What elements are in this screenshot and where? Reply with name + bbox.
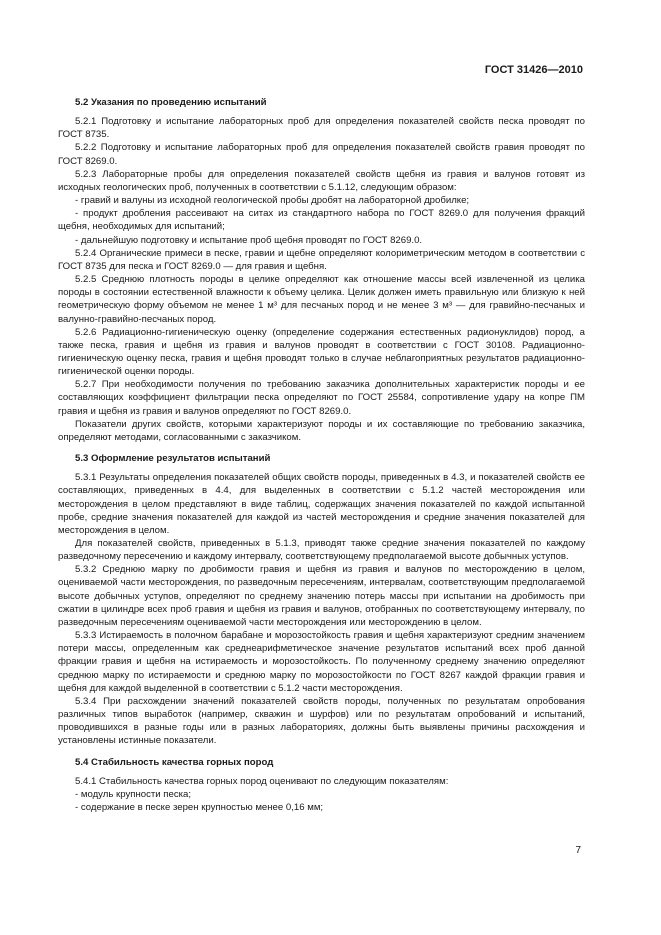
paragraph-5-2-1: 5.2.1 Подготовку и испытание лабораторных проб для определения показателей свойств песка проводят по ГОСТ 8735.: [58, 116, 585, 141]
list-item: - дальнейшую подготовку и испытание проб щебня проводят по ГОСТ 8269.0.: [75, 234, 423, 246]
list-item: - гравий и валуны из исходной геологической пробы дробят на лабораторной дробилке;: [75, 195, 470, 207]
paragraph-5-2-4: 5.2.4 Органические примеси в песке, гравии и щебне определяют колориметрическим методом в соответствии с ГОСТ 8735 для песка и ГОСТ 8269.0 — для гравия и щебня.: [58, 247, 585, 272]
paragraph-5-3-2: 5.3.2 Среднюю марку по дробимости гравия и щебня из гравия и валунов по месторождению в целом, оцениваемой части месторождения, по разведочным пересечениям, интервалам, соответствующим предполагаемой высоте добычных уступов, определяют по среднему значению потерь массы при испытании на дробимость при сжатии в цилиндре всех проб гравия и щебня из гравия и валунов, отобранных по соответствующему интервалу, по разведочным пересечениям оцениваемой части месторождения или месторождению в целом.: [58, 564, 585, 628]
paragraph-5-2-3: 5.2.3 Лабораторные пробы для определения показателей свойств щебня из гравия и валунов готовят из исходных геологических проб, полученных в соответствии с 5.1.12, следующим образом:: [58, 168, 585, 193]
paragraph-5-2-2: 5.2.2 Подготовку и испытание лабораторных проб для определения показателей свойств гравия проводят по ГОСТ 8269.0.: [58, 142, 585, 167]
paragraph-5-3-3: 5.3.3 Истираемость в полочном барабане и морозостойкость гравия и щебня характеризуют средним значением потери массы, определенным как среднеарифметическое значение результатов испытаний всех проб данной фракции гравия и щебня на истираемость и морозостойкость. По полученному среднему значению определяют среднюю марку по истираемости и среднюю марку по морозостойкости по ГОСТ 8267 каждой фракции гравия и щебня для каждой выделенной в соответствии с 5.1.2 части месторождения.: [58, 630, 585, 694]
document-body: [58, 96, 585, 814]
paragraph-5-2-5: 5.2.5 Среднюю плотность породы в целике определяют как отношение массы всей извлеченной из целика породы в состоянии естественной влажности к объему целика. Целик должен иметь правильную или близкую к ней геометрическую форму объемом не менее 1 м³ для песчаных пород и не менее 3 м³ — для гравийно-песчаных и валунно-гравийно-песчаных пород.: [58, 274, 585, 325]
paragraph-5-3-4: 5.3.4 При расхождении значений показателей свойств породы, полученных по результатам опробования различных типов выработок (например, скважин и шурфов) или по результатам опробований и испытаний, проводившихся в разные годы или в разных лабораториях, должны быть выявлены причины расхождения и установлены истинные показатели.: [58, 695, 585, 747]
section-heading-5-3: 5.3 Оформление результатов испытаний: [75, 453, 271, 465]
paragraph-5-3-1-cont: Для показателей свойств, приведенных в 5.1.3, приводят также средние значения показателей по каждому разведочному пересечению и каждому интервалу, соответствующему предполагаемой высоте добычных уступов.: [58, 538, 585, 563]
page-number: 7: [575, 845, 581, 856]
section-heading-5-2: 5.2 Указания по проведению испытаний: [75, 97, 267, 108]
paragraph-5-2-6: 5.2.6 Радиационно-гигиеническую оценку (определение содержания естественных радионуклидов) пород, а также песка, гравия и щебня из гравия и валунов проводят в соответствии с ГОСТ 30108. Радиационно-гигиеническую оценку песка, гравия и щебня проводят только в случае неблагоприятных результатов радиационно-гигиенической оценки породы.: [58, 326, 585, 378]
list-item: - содержание в песке зерен крупностью менее 0,16 мм;: [75, 801, 324, 813]
document-header: ГОСТ 31426—2010: [484, 64, 583, 76]
paragraph-other-properties: Показатели других свойств, которыми характеризуют породы и их составляющие по требованию заказчика, определяют методами, согласованными с заказчиком.: [58, 418, 585, 443]
section-heading-5-4: 5.4 Стабильность качества горных пород: [75, 756, 274, 768]
paragraph-5-2-7: 5.2.7 При необходимости получения по требованию заказчика дополнительных характеристик породы и ее составляющих коэффициент фильтрации песка определяют по ГОСТ 25584, сопротивление удару на копре ПМ гравия и щебня из гравия и валунов определяют по ГОСТ 8269.0.: [58, 379, 585, 417]
list-item: - продукт дробления рассеивают на ситах из стандартного набора по ГОСТ 8269.0 для получения фракций щебня, необходимых для испытаний;: [58, 208, 585, 233]
list-item: - модуль крупности песка;: [75, 788, 192, 800]
paragraph-5-3-1: 5.3.1 Результаты определения показателей общих свойств породы, приведенных в 4.3, и показателей свойств ее составляющих, приведенных в 4.4, для выделенных в соответствии с 5.1.2 частей месторождения или месторождения в целом представляют в виде таблиц, содержащих значения показателей по каждой испытанной пробе, средние значения показателей для каждой из частей месторождения и средние значения показателей для месторождения в целом.: [58, 472, 585, 536]
paragraph-5-4-1: 5.4.1 Стабильность качества горных пород оценивают по следующим показателям:: [75, 775, 449, 787]
